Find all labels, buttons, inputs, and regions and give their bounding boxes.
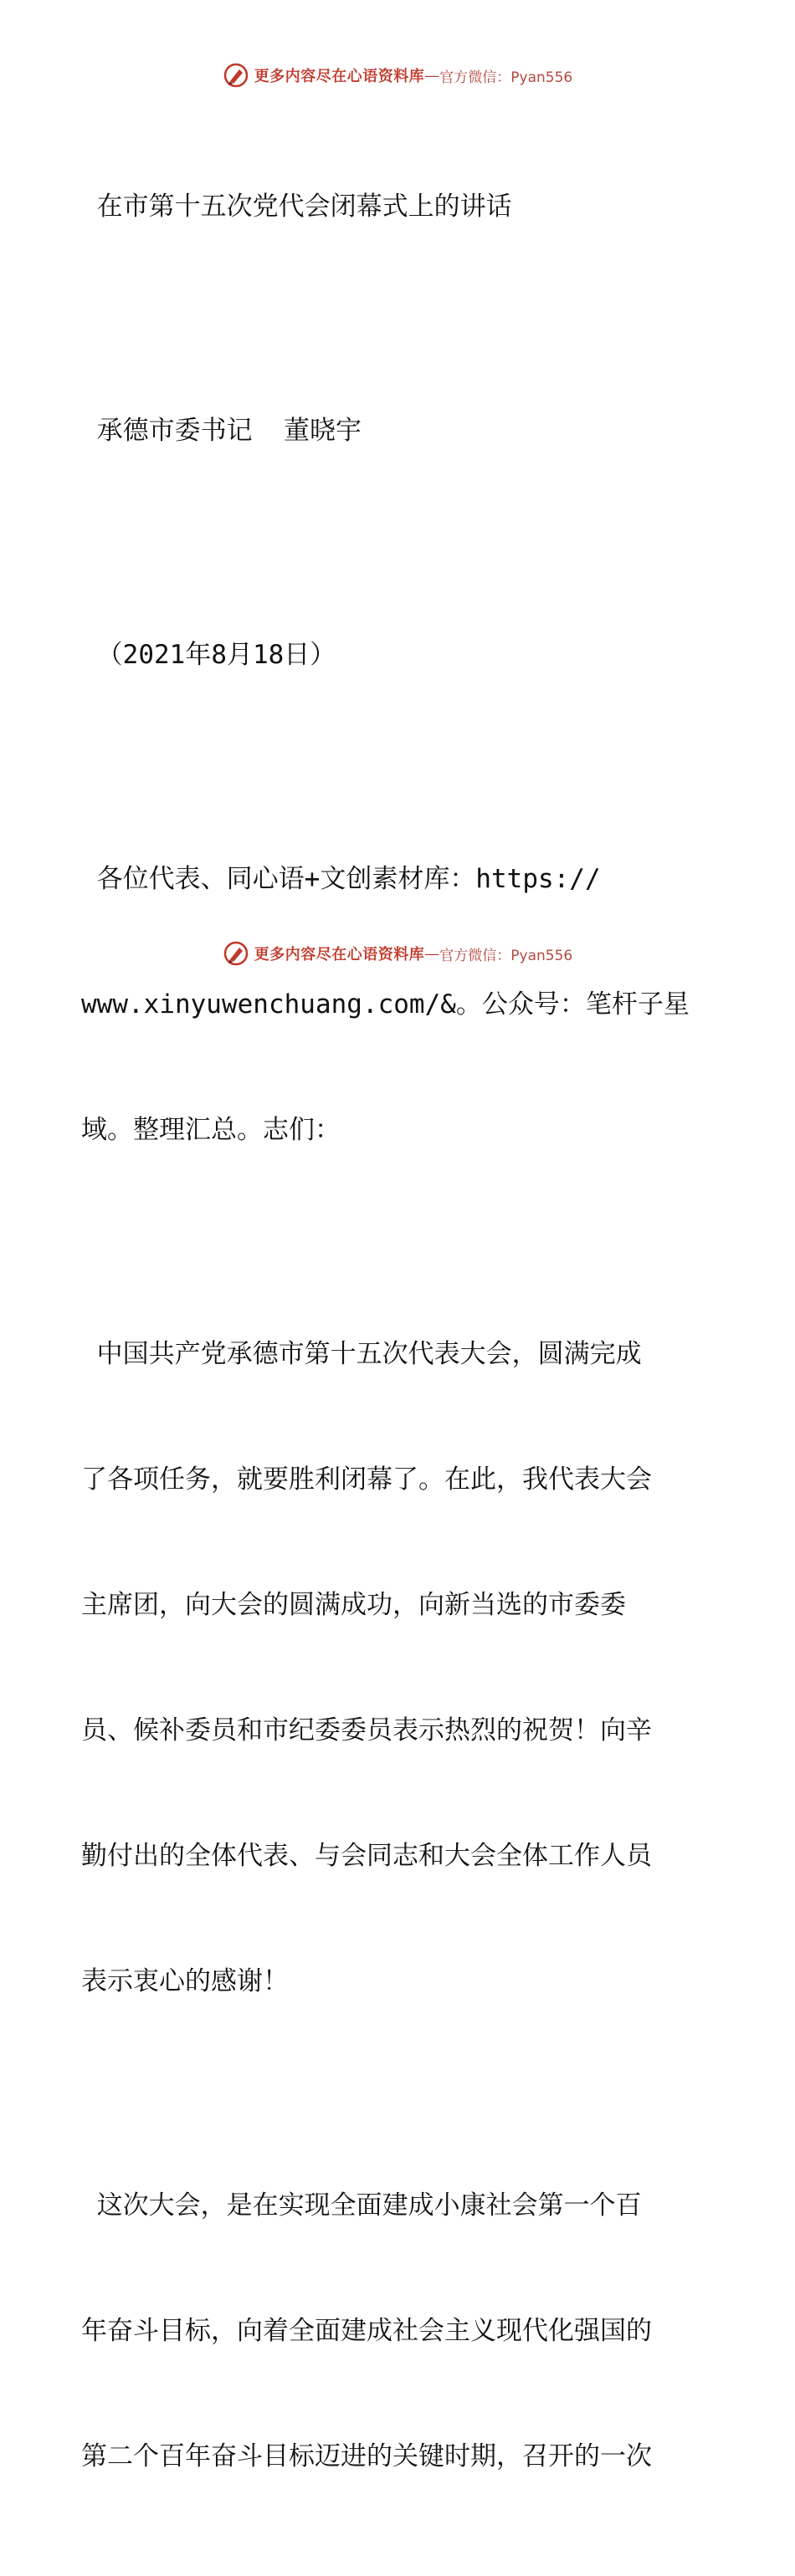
title-line: 在市第十五次党代会闭幕式上的讲话 [81, 192, 512, 222]
paragraph-line: www.xinyuwenchuang.com/&。公众号：笔杆子星 [81, 989, 690, 1020]
banner-separator: — [424, 66, 440, 84]
banner-contact-text: 官方微信：Pyan556 [439, 69, 573, 86]
document-title [81, 102, 713, 311]
paragraph-line: 了各项任务，就要胜利闭幕了。在此，我代表大会 [81, 1464, 652, 1495]
paragraph [81, 774, 713, 1234]
header-banner [0, 59, 795, 92]
banner-contact-text: 官方微信：Pyan556 [439, 947, 573, 964]
author-line: 承德市委书记 董晓宇 [81, 416, 362, 446]
banner-separator: — [424, 944, 440, 963]
paragraph-line: 域。整理汇总。志们： [81, 1115, 341, 1145]
paragraph-line: 主席团，向大会的圆满成功，向新当选的市委委 [81, 1590, 626, 1620]
document-body [81, 102, 713, 2576]
pen-logo-icon [223, 940, 249, 967]
paragraph-line: 员、候补委员和市纪委委员表示热烈的祝贺！向辛 [81, 1715, 652, 1745]
pen-logo-icon [223, 62, 249, 89]
paragraph-line: 年奋斗目标，向着全面建成社会主义现代化强国的 [81, 2316, 652, 2346]
paragraph-line: 中国共产党承德市第十五次代表大会，圆满完成 [81, 1339, 642, 1369]
banner-main-text: 更多内容尽在心语资料库 [254, 68, 425, 85]
paragraph [81, 1250, 713, 2086]
paragraph-line: 第二个百年奋斗目标迈进的关键时期，召开的一次 [81, 2441, 652, 2471]
paragraph [81, 2101, 713, 2561]
footer-banner [0, 937, 795, 970]
date-line: （2021年8月18日） [81, 640, 336, 670]
paragraph-line: 各位代表、同心语+文创素材库：https:// [81, 864, 601, 894]
paragraph-line: 勤付出的全体代表、与会同志和大会全体工作人员 [81, 1841, 652, 1871]
document-date [81, 550, 713, 759]
document-author [81, 326, 713, 535]
paragraph-line: 这次大会，是在实现全面建成小康社会第一个百 [81, 2190, 642, 2221]
banner-main-text: 更多内容尽在心语资料库 [254, 946, 425, 963]
paragraph-line: 表示衷心的感谢！ [81, 1966, 289, 1996]
